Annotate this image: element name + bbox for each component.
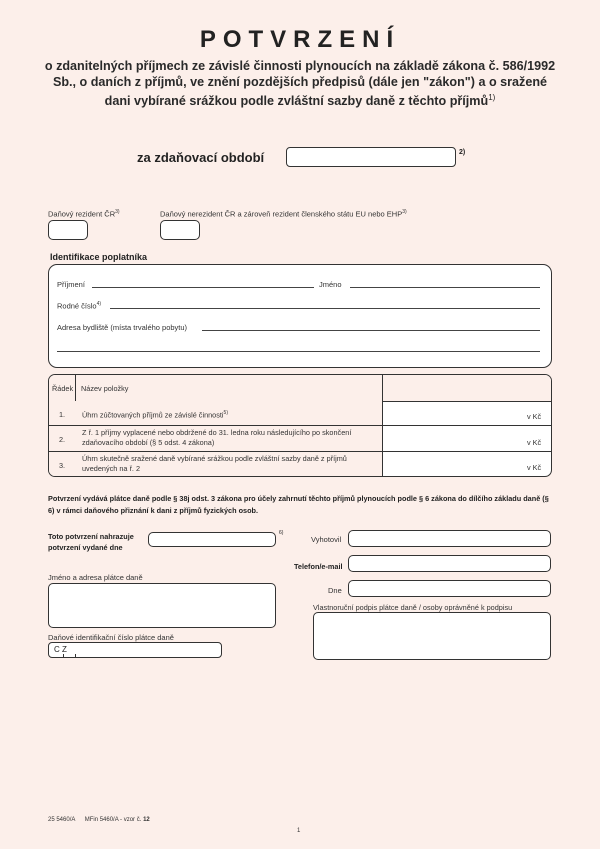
header-row-label: Řádek [52,384,74,393]
footer-code-value: 25 5460/A [48,817,76,823]
replaces-label [48,531,134,553]
resident-label [48,209,120,219]
resident-label-sup: 3) [115,209,120,215]
signature-label: Vlastnoruční podpis plátce daně / osoby oprávněné k podpisu [313,603,513,612]
resident-label-text: Daňový rezident ČR [48,209,116,219]
taxpayer-section-title: Identifikace poplatníka [50,252,148,262]
row-text-value: Úhrn zúčtovaných příjmů ze závislé činnosti [82,410,224,420]
tax-period-footnote: 2) [459,149,466,156]
surname-field[interactable] [92,287,314,288]
address-label: Adresa bydliště (místa trvalého pobytu) [57,323,188,332]
document-title: POTVRZENÍ [199,26,401,53]
phone-input[interactable] [348,555,551,572]
date-input[interactable] [348,580,551,597]
nonresident-label-text: Daňový nerezident ČR a zároveň rezident členského státu EU nebo EHP [160,209,403,219]
row-text: Z ř. 1 příjmy vyplacené nebo obdržené do 31. ledna roku následujícího po skončení zdaňovacího období (§ 5 odst. 4 zákona) [82,428,352,447]
birth-number-field[interactable] [110,308,540,309]
firstname-label: Jméno [319,280,342,289]
tin-divider [63,654,64,658]
birth-number-label [57,301,101,311]
address-field[interactable] [202,330,540,331]
row-text: Úhrn skutečně sražené daně vybírané srážkou podle zvláštní sazby daně z příjmů uvedených na ř. 2 [82,454,347,473]
tin-prefix: C Z [54,645,67,654]
tax-period-input[interactable] [286,147,456,167]
nonresident-label [160,209,407,219]
tax-period-label-prefix: za zdaňovací [137,150,221,165]
address-field-line-2[interactable] [57,351,540,352]
surname-label: Příjmení [57,280,85,289]
birth-number-label-text: Rodné číslo [57,301,97,311]
row-number: 1. [59,410,66,419]
firstname-field[interactable] [350,287,540,288]
nonresident-checkbox[interactable] [160,220,200,240]
tin-label: Daňové identifikační číslo plátce daně [48,633,174,642]
payer-label: Jméno a adresa plátce daně [48,573,143,582]
subtitle-text: o zdanitelných příjmech ze závislé činnosti plynoucích na základě zákona č. 586/1992 Sb., o daních z příjmů, ve znění pozdějších předpisů (dále jen "zákon") a o sražené dani vybírané srážkou podle zvláštní sazby daně z těchto příjmů [44,59,556,109]
table-row [49,401,551,426]
tin-input[interactable] [48,642,222,658]
issued-by-label: Vyhotovil [311,535,342,544]
row-number: 2. [59,435,66,444]
date-label: Dne [328,586,342,595]
phone-label: Telefon/e-mail [294,562,343,571]
signature-box[interactable] [313,612,551,660]
replaces-label-line-2: potvrzení vydané dne [48,543,123,552]
row-unit: v Kč [527,412,542,421]
tin-divider [75,654,76,658]
page-number: 1 [297,828,301,834]
issuance-note: Potvrzení vydává plátce daně podle § 38j odst. 3 zákona pro účely zahrnutí těchto příjmů plynoucích podle § 6 zákona do dílčího základu daně (§ 6) v rámci daňového přiznání k dani z příjmů fyzických osob. [48,494,549,515]
taxpayer-panel [48,264,552,368]
table-row [49,426,551,452]
resident-checkbox[interactable] [48,220,88,240]
footer-form-number: 12 [143,817,150,823]
birth-number-sup: 4) [96,301,102,307]
header-item-name: Název položky [81,384,129,393]
document-subtitle [40,58,560,109]
row-text-sup: 5) [223,410,228,416]
items-table [48,374,552,477]
replaces-date-input[interactable] [148,532,276,547]
row-text [82,410,228,419]
nonresident-label-sup: 3) [402,209,407,215]
subtitle-footnote: 1) [488,93,496,102]
row-unit: v Kč [527,463,542,472]
replaces-label-line-1: Toto potvrzení nahrazuje [48,532,134,541]
issued-by-input[interactable] [348,530,551,547]
payer-input[interactable] [48,583,276,628]
table-row [49,452,551,476]
tax-period-label [137,150,264,165]
footer-form: MFin 5460/A - vzor č. [84,817,142,823]
replaces-footnote: 6) [279,530,284,536]
tax-period-label-bold: období [220,150,265,165]
row-number: 3. [59,461,66,470]
row-unit: v Kč [527,438,542,447]
footer-code [48,817,150,823]
